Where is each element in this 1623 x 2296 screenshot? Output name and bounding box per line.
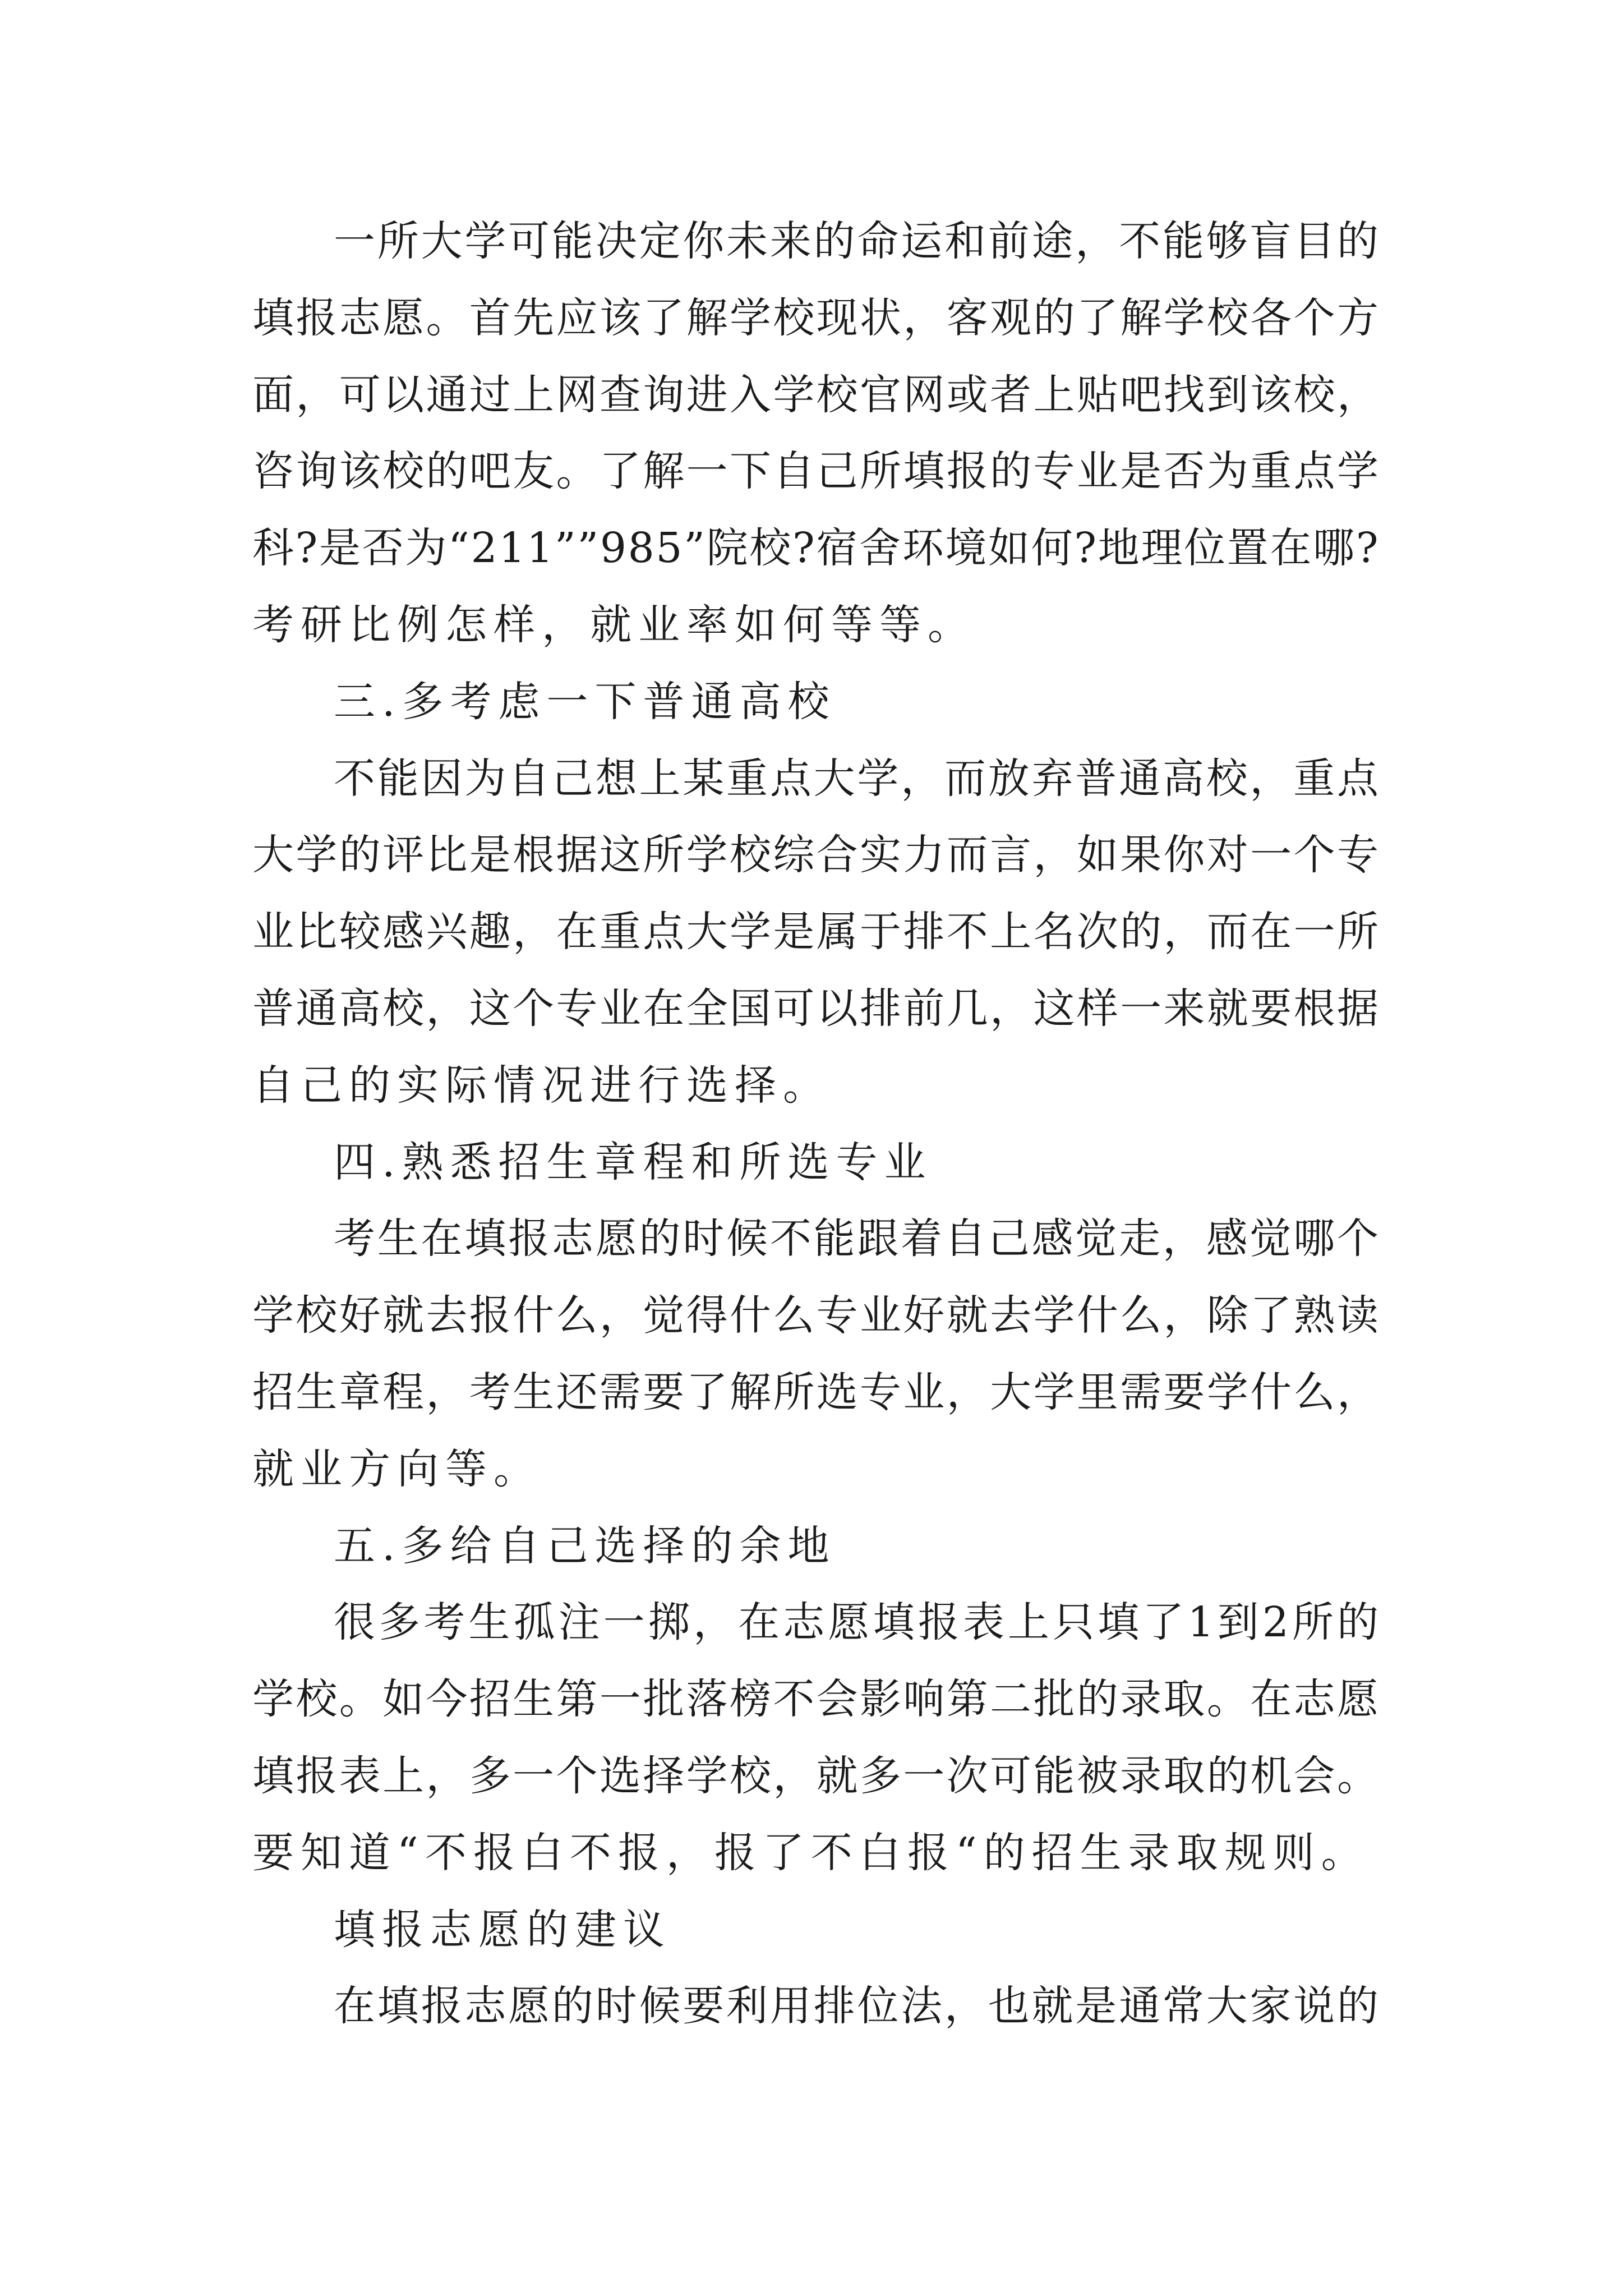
paragraph-first-line: 一所大学可能决定你未来的命运和前途，不能够盲目的	[334, 217, 1381, 265]
paragraph-first-line: 三.多考虑一下普通高校	[334, 678, 836, 726]
text-line: 大学的评比是根据这所学校综合实力而言，如果你对一个专	[252, 831, 1381, 879]
paragraph-first-line: 五.多给自己选择的余地	[334, 1522, 836, 1570]
paragraph-first-line: 很多考生孤注一掷，在志愿填报表上只填了1到2所的	[334, 1598, 1382, 1646]
text-line: 科?是否为“211””985”院校?宿舍环境如何?地理位置在哪?	[252, 524, 1380, 572]
text-line: 填报表上，多一个选择学校，就多一次可能被录取的机会。	[252, 1752, 1381, 1800]
text-line: 考研比例怎样，就业率如何等等。	[252, 601, 976, 649]
text-line: 学校。如今招生第一批落榜不会影响第二批的录取。在志愿	[252, 1675, 1381, 1723]
text-line: 业比较感兴趣，在重点大学是属于排不上名次的，而在一所	[252, 908, 1381, 956]
text-line: 普通高校，这个专业在全国可以排前几，这样一来就要根据	[252, 984, 1381, 1033]
paragraph-first-line: 填报志愿的建议	[334, 1906, 671, 1954]
text-line: 招生章程，考生还需要了解所选专业，大学里需要学什么，	[252, 1368, 1381, 1416]
paragraph-first-line: 考生在填报志愿的时候不能跟着自己感觉走，感觉哪个	[334, 1214, 1381, 1263]
text-line: 学校好就去报什么，觉得什么专业好就去学什么，除了熟读	[252, 1291, 1381, 1340]
paragraph-first-line: 在填报志愿的时候要利用排位法，也就是通常大家说的	[334, 1982, 1381, 2030]
text-line: 填报志愿。首先应该了解学校现状，客观的了解学校各个方	[252, 294, 1381, 342]
paragraph-first-line: 四.熟悉招生章程和所选专业	[334, 1138, 933, 1186]
text-line: 面，可以通过上网查询进入学校官网或者上贴吧找到该校，	[252, 371, 1381, 419]
text-line: 就业方向等。	[252, 1445, 542, 1493]
text-line: 要知道“不报白不报，报了不白报“的招生录取规则。	[252, 1829, 1370, 1877]
text-line: 咨询该校的吧友。了解一下自己所填报的专业是否为重点学	[252, 447, 1381, 495]
paragraph-first-line: 不能因为自己想上某重点大学，而放弃普通高校，重点	[334, 754, 1381, 803]
text-line: 自己的实际情况进行选择。	[252, 1061, 831, 1110]
